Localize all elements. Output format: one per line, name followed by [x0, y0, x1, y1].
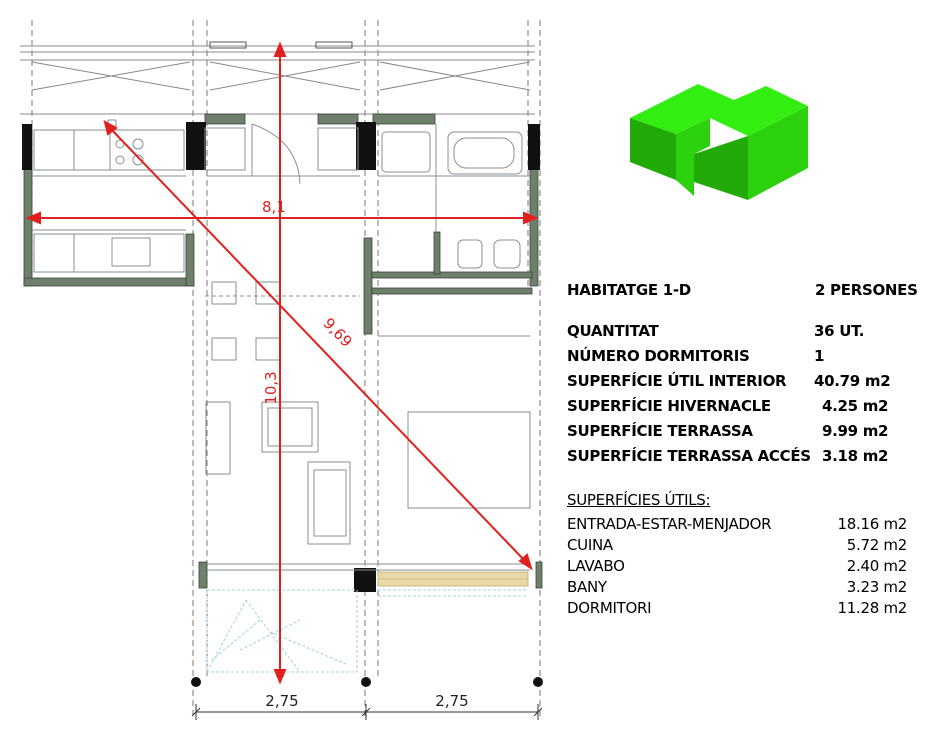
surface-value: 11.28 m2 [837, 599, 907, 617]
surface-row [567, 536, 907, 556]
info-label: SUPERFÍCIE TERRASSA [567, 422, 753, 440]
info-row [567, 422, 927, 446]
info-value: 3.18 m2 [822, 447, 889, 465]
info-row [567, 447, 927, 471]
info-value: 4.25 m2 [822, 397, 889, 415]
persons-count: 2 PERSONES [815, 281, 918, 299]
info-label: SUPERFÍCIE ÚTIL INTERIOR [567, 372, 787, 390]
dim-width-label: 8,1 [262, 198, 286, 216]
surface-row [567, 515, 907, 535]
info-row [567, 347, 927, 371]
dwelling-type: HABITATGE 1-D [567, 281, 691, 299]
surface-value: 3.23 m2 [846, 578, 907, 596]
dim-height-label: 10,3 [262, 371, 280, 405]
surface-label: CUINA [567, 536, 613, 554]
surface-row [567, 557, 907, 577]
info-value: 1 [814, 347, 825, 365]
dim-bay-right-label: 2,75 [435, 692, 469, 710]
walls [24, 114, 542, 588]
info-row [567, 397, 927, 421]
surface-row [567, 578, 907, 598]
info-row [567, 372, 927, 396]
hivernacle-glass [207, 590, 528, 672]
iso-block-icon [620, 78, 820, 208]
info-value: 36 UT. [814, 322, 865, 340]
terrace-hatch [378, 572, 528, 586]
bottom-dimension [192, 704, 542, 720]
surface-value: 5.72 m2 [846, 536, 907, 554]
surface-value: 2.40 m2 [846, 557, 907, 575]
surface-label: DORMITORI [567, 599, 652, 617]
info-value: 40.79 m2 [814, 372, 891, 390]
surface-row [567, 599, 907, 619]
info-label: SUPERFÍCIE TERRASSA ACCÉS [567, 447, 811, 465]
surface-label: LAVABO [567, 557, 625, 575]
surface-value: 18.16 m2 [837, 515, 907, 533]
dim-bay-left-label: 2,75 [265, 692, 299, 710]
surface-label: ENTRADA-ESTAR-MENJADOR [567, 515, 772, 533]
surfaces-title: SUPERFÍCIES ÚTILS: [567, 491, 711, 509]
info-value: 9.99 m2 [822, 422, 889, 440]
surface-label: BANY [567, 578, 607, 596]
info-row [567, 322, 927, 346]
info-label: NÚMERO DORMITORIS [567, 347, 750, 365]
info-header [567, 281, 927, 305]
dim-diagonal-label: 9,69 [319, 314, 356, 351]
info-label: QUANTITAT [567, 322, 659, 340]
info-label: SUPERFÍCIE HIVERNACLE [567, 397, 771, 415]
